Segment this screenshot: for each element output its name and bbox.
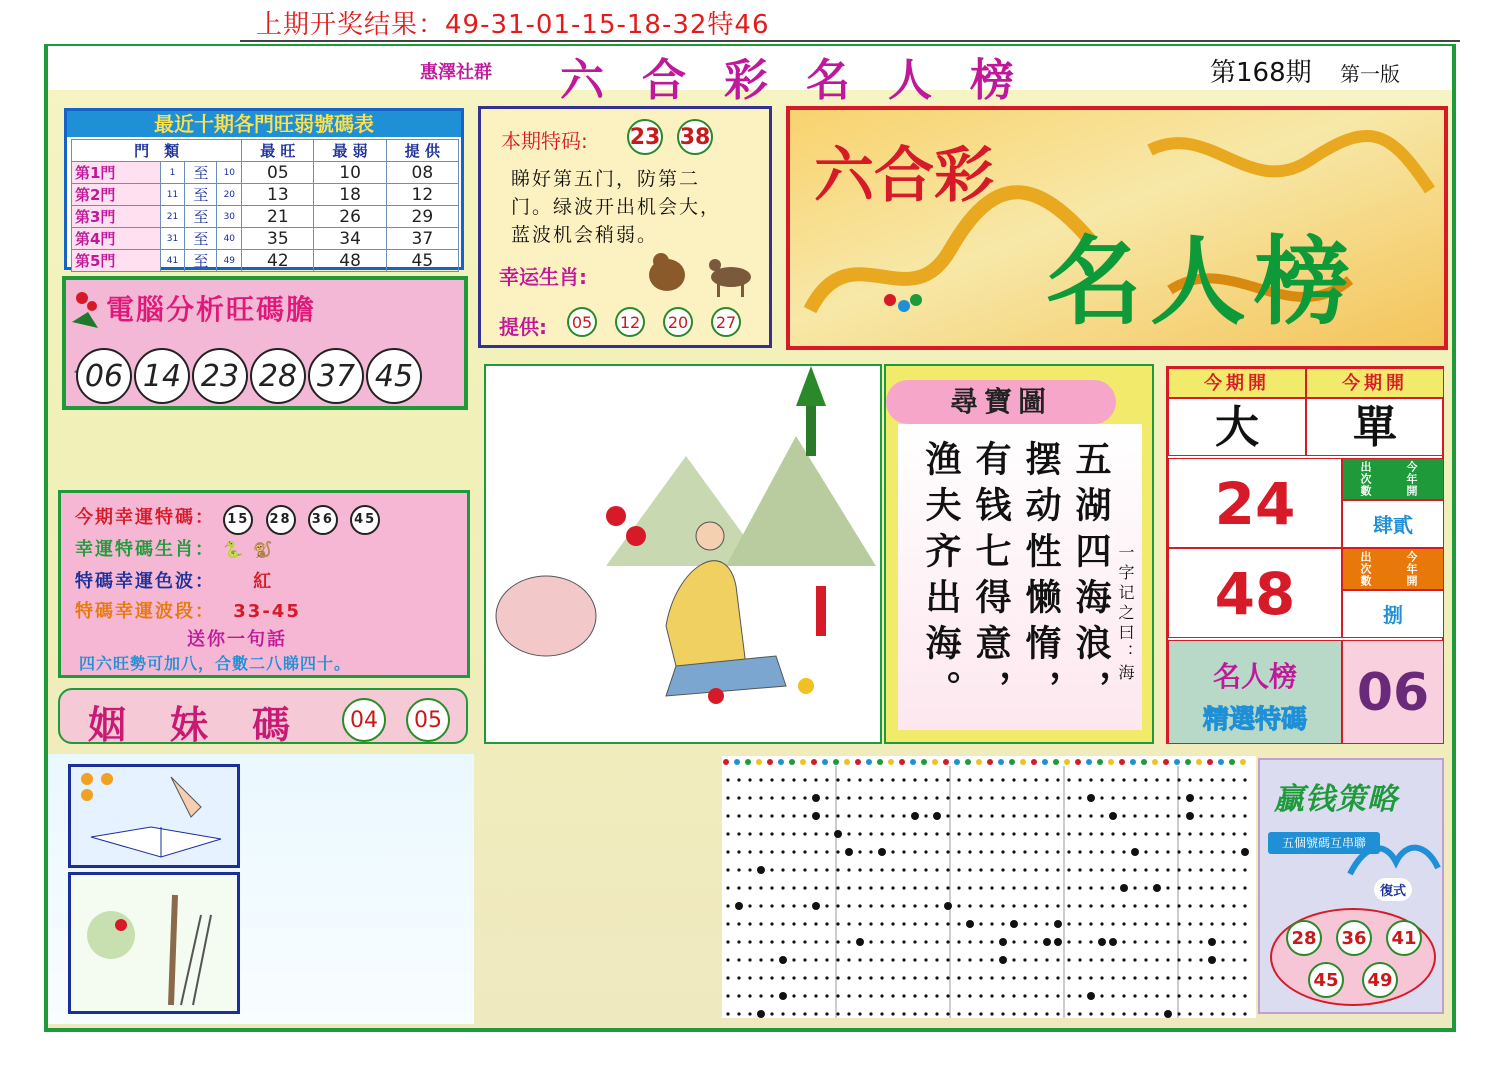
- range-to: 49: [217, 250, 242, 272]
- draw-count-number-2: 48: [1168, 548, 1342, 638]
- lucky-row-1: [75, 503, 384, 535]
- count-text-1: 肆貳: [1342, 500, 1444, 548]
- featured-code-label-box: [1168, 640, 1342, 744]
- draw-header-1: 今期開: [1168, 368, 1306, 398]
- gate-label: 第5門: [72, 250, 161, 272]
- strategy-number: 49: [1362, 962, 1398, 998]
- pick-number: 37: [308, 348, 364, 404]
- max-value: 13: [242, 184, 314, 206]
- count-tag-2: [1342, 548, 1444, 590]
- pick-number: 14: [134, 348, 190, 404]
- wave-icon: [1346, 838, 1442, 878]
- big-small-value: 大: [1168, 398, 1306, 456]
- table-row: [72, 206, 459, 228]
- lucky-number: 45: [350, 505, 380, 535]
- min-value: 34: [314, 228, 386, 250]
- max-value: 42: [242, 250, 314, 272]
- lucky-saying-label: 送你一句話: [187, 629, 287, 650]
- lucky-zodiac-label: 幸运生肖:: [499, 265, 587, 289]
- strategy-number: 41: [1386, 920, 1422, 956]
- provide-label: 提供:: [499, 315, 547, 339]
- special-code-box: [478, 106, 772, 348]
- strategy-number-oval: [1270, 908, 1436, 1006]
- sister-code-label: 姻妹碼: [88, 702, 335, 747]
- pick-number: 23: [192, 348, 248, 404]
- snake-monkey-icon: 🐍 🐒: [223, 540, 275, 559]
- dot-field: [726, 778, 1249, 1018]
- ten-period-title: 最近十期各門旺弱號碼表: [67, 111, 461, 137]
- gate-label: 第1門: [72, 162, 161, 184]
- treasure-paper: [898, 424, 1142, 730]
- book-illustration: [68, 764, 240, 868]
- range-to: 40: [217, 228, 242, 250]
- publisher-name: 惠澤社群: [420, 62, 492, 83]
- range-to-label: 至: [185, 184, 217, 206]
- table-row: [72, 228, 459, 250]
- computer-pick-numbers: [76, 348, 422, 404]
- special-text-line: 睇好第五门，防第二: [511, 168, 701, 190]
- open-book-icon: [71, 767, 237, 865]
- lucky-number: 28: [266, 505, 296, 535]
- gate-table: [71, 139, 459, 272]
- provide-value: 45: [386, 250, 458, 272]
- monkey-and-deer-icon: [641, 247, 761, 299]
- special-number: 23: [627, 119, 663, 155]
- combination-label: 復式: [1374, 878, 1412, 901]
- strategy-caption: 五個號碼互串聯: [1268, 832, 1380, 854]
- min-value: 48: [314, 250, 386, 272]
- lucky-band-label: 特碼幸運波段：: [75, 601, 215, 622]
- strategy-number: 28: [1286, 920, 1322, 956]
- pick-number: 28: [250, 348, 306, 404]
- count-text-2: 捌: [1342, 590, 1444, 638]
- range-to: 30: [217, 206, 242, 228]
- tree-ladder-illustration: [68, 872, 240, 1014]
- range-from: 1: [160, 162, 185, 184]
- min-value: 18: [314, 184, 386, 206]
- lucky-code-label: 今期幸運特碼：: [75, 507, 215, 528]
- range-from: 21: [160, 206, 185, 228]
- count-tag-label: 出次數: [1359, 551, 1372, 587]
- pick-number: 06: [76, 348, 132, 404]
- range-from: 11: [160, 184, 185, 206]
- verse-hint: 一字记之曰：海: [1116, 544, 1135, 684]
- range-from: 31: [160, 228, 185, 250]
- range-to-label: 至: [185, 228, 217, 250]
- range-to: 20: [217, 184, 242, 206]
- strategy-title: 贏钱策略: [1274, 782, 1398, 817]
- special-text-line: 蓝波机会稍弱。: [511, 224, 659, 246]
- lucky-row-4: [75, 597, 301, 623]
- verse-column: 摆动性懒惰，: [1020, 440, 1062, 716]
- header-provide: 提 供: [386, 140, 458, 162]
- range-to: 10: [217, 162, 242, 184]
- sister-number: 05: [406, 698, 450, 742]
- lucky-saying-text: 四六旺勢可加八，合數二八睇四十。: [79, 654, 352, 673]
- odd-even-value: 單: [1306, 398, 1444, 456]
- max-value: 35: [242, 228, 314, 250]
- banner-artwork: [786, 106, 1448, 350]
- draw-info-panel: [1166, 366, 1444, 744]
- min-value: 10: [314, 162, 386, 184]
- table-row: [72, 184, 459, 206]
- banner-line1: 六合彩: [814, 141, 994, 211]
- max-value: 21: [242, 206, 314, 228]
- count-tag-label: 出次數: [1359, 461, 1372, 497]
- provide-value: 12: [386, 184, 458, 206]
- edition-label: 第一版: [1340, 62, 1400, 86]
- special-code-label: 本期特码:: [501, 129, 588, 153]
- provide-number: 12: [615, 307, 645, 337]
- tree-ladder-icon: [71, 875, 237, 1011]
- table-row: [72, 250, 459, 272]
- provide-number: 05: [567, 307, 597, 337]
- provide-number: 27: [711, 307, 741, 337]
- lucky-row-3: [75, 567, 273, 593]
- strategy-box: [1258, 758, 1444, 1014]
- strategy-number: 36: [1336, 920, 1372, 956]
- landscape-illustration-icon: [486, 366, 880, 742]
- draw-header-2: 今期開: [1306, 368, 1444, 398]
- header-category: 門 類: [72, 140, 242, 162]
- lucky-band-value: 33-45: [233, 601, 301, 622]
- provide-number: 20: [663, 307, 693, 337]
- provide-value: 08: [386, 162, 458, 184]
- pick-number: 45: [366, 348, 422, 404]
- sister-code-box: [58, 688, 468, 747]
- last-result-text: 上期开奖结果：49-31-01-15-18-32特46: [256, 10, 770, 40]
- verse-column: 五湖四海浪，: [1070, 440, 1112, 716]
- dot-pattern-grid: [722, 756, 1256, 1018]
- lucky-number: 36: [308, 505, 338, 535]
- max-value: 05: [242, 162, 314, 184]
- ten-period-table: [64, 108, 464, 270]
- featured-subtitle: 精選特碼: [1202, 705, 1307, 735]
- header-min: 最 弱: [314, 140, 386, 162]
- special-number: 38: [677, 119, 713, 155]
- gate-label: 第4門: [72, 228, 161, 250]
- computer-pick-box: [62, 276, 468, 410]
- provide-value: 29: [386, 206, 458, 228]
- strategy-number: 45: [1308, 962, 1344, 998]
- lucky-color-label: 特碼幸運色波：: [75, 571, 215, 592]
- range-to-label: 至: [185, 250, 217, 272]
- lucky-row-2: [75, 535, 275, 561]
- special-text-line: 门。绿波开出机会大，: [511, 196, 722, 218]
- provide-value: 37: [386, 228, 458, 250]
- header-divider: [240, 40, 1460, 42]
- count-tag-1: [1342, 458, 1444, 500]
- range-from: 41: [160, 250, 185, 272]
- range-to-label: 至: [185, 162, 217, 184]
- featured-title: 名人榜: [1212, 660, 1297, 693]
- lucky-number: 15: [223, 505, 253, 535]
- table-row: [72, 162, 459, 184]
- page-title: 六合彩名人榜: [560, 55, 1052, 106]
- lucky-box: [58, 490, 470, 678]
- issue-number: 第168期: [1210, 58, 1312, 88]
- gate-label: 第2門: [72, 184, 161, 206]
- year-tag-label: 今年開: [1405, 551, 1418, 587]
- verse-column: 渔夫齐出海。: [920, 440, 962, 716]
- computer-pick-title: 電腦分析旺碼膽: [106, 293, 317, 326]
- header-max: 最 旺: [242, 140, 314, 162]
- verse-column: 有钱七得意，: [970, 440, 1012, 716]
- featured-special-number: 06: [1342, 640, 1444, 744]
- banner-line2: 名人榜: [1046, 225, 1358, 338]
- draw-count-number-1: 24: [1168, 458, 1342, 548]
- lucky-color-value: 紅: [253, 571, 274, 592]
- sister-number: 04: [342, 698, 386, 742]
- gate-label: 第3門: [72, 206, 161, 228]
- treasure-map-box: [884, 364, 1154, 744]
- treasure-map-title: 尋寶圖: [886, 380, 1116, 424]
- scenery-illustration: [484, 364, 882, 744]
- year-tag-label: 今年開: [1405, 461, 1418, 497]
- range-to-label: 至: [185, 206, 217, 228]
- lucky-zodiac-row-label: 幸運特碼生肖：: [75, 539, 215, 560]
- bead-border: [723, 759, 1246, 765]
- dot-grid-svg: [722, 756, 1256, 1018]
- min-value: 26: [314, 206, 386, 228]
